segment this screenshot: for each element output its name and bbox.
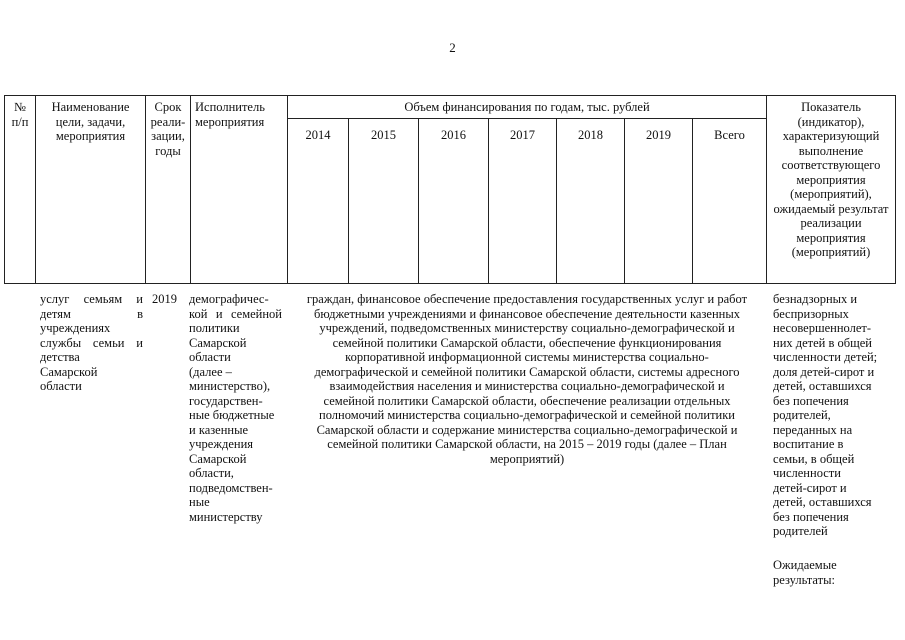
page-number: 2 [449,40,456,55]
col-border [348,118,349,283]
indicator-line: безнадзорных и [773,292,858,306]
row-expected [773,558,893,587]
col-border [418,118,419,283]
executor-line: демографичес- [189,292,269,306]
indicator-line: без попечения [773,393,849,408]
header-year: 2019 [646,128,671,142]
expected-line: результаты: [773,572,835,587]
indicator-line: детей-сирот и [773,480,847,495]
indicator-line: беспризорных [773,306,849,321]
funding-line: демографической и семейной политики Самарской области, системы адресного [314,364,740,379]
col-border [488,118,489,283]
funding-line: учреждений, подведомственных министерству социально-демографической и [319,321,735,335]
row-term: 2019 [152,292,177,306]
header-year: 2015 [371,128,396,142]
executor-line: ные бюджетные [189,408,275,422]
indicator-line: детей, оставшихся [773,379,872,393]
executor-line: Самарской [189,451,247,466]
row-funding [289,292,765,466]
funding-line: мероприятий) [489,451,565,466]
expected-line: Ожидаемые [773,558,837,572]
funding-line: семейной политики Самарской области, обеспечение реализации отдельных [323,393,731,408]
col-border [190,95,191,283]
col-border [766,95,767,283]
col-border [692,118,693,283]
col-border [624,118,625,283]
executor-line: учреждения [189,437,254,451]
executor-line: Самарской [189,335,247,350]
funding-line: бюджетными учреждениями и финансовое обеспечение деятельности казенных [314,306,740,321]
indicator-line: переданных на [773,422,853,437]
funding-line: полномочий министерства социально-демографической и семейной политики [319,408,735,422]
table-top-border [4,95,896,96]
indicator-line: численности детей; [773,350,878,364]
row-executor [189,292,282,524]
indicator-line: родителей [773,524,828,538]
header-term: Срок реали- зации, годы [150,100,186,158]
indicator-line: без попечения [773,509,849,524]
indicator-line: них детей в общей [773,335,872,350]
executor-line: (далее – [189,364,232,379]
header-indicator: Показатель (индикатор), характеризующий выполнение соответствующего мероприятия (мероприятий), ожидаемый результат реализации мероприятия (мероприятий) [773,100,889,259]
name-line: детства [40,350,80,364]
name-line: области [40,379,82,393]
executor-line: и казенные [189,422,249,437]
header-total: Всего [714,128,745,142]
executor-line: министерству [189,509,263,524]
col-border [287,95,288,283]
funding-line: взаимодействия населения и министерства социально-демографической и [329,379,725,393]
header-bottom-border [4,283,896,284]
executor-line: ные [189,495,210,509]
indicator-line: родителей, [773,408,831,422]
col-border [35,95,36,283]
header-year: 2016 [441,128,466,142]
indicator-line: численности [773,466,841,480]
funding-header-divider [287,118,766,119]
executor-line: министерство), [189,379,271,393]
funding-line: корпоративной информационной системы министерства социально- [345,350,709,364]
executor-line: кой и семейной [189,306,282,321]
indicator-line: несовершеннолет- [773,321,872,335]
header-num: № п/п [11,100,29,129]
indicator-line: детей, оставшихся [773,495,872,509]
name-line: службы семьи и [40,335,143,350]
header-executor: Исполнитель мероприятия [195,100,265,129]
program-table [4,95,896,640]
indicator-line: семьи, в общей [773,451,855,466]
executor-line: политики [189,321,240,335]
indicator-line: доля детей-сирот и [773,364,875,379]
indicator-line: воспитание в [773,437,844,451]
funding-line: семейной политики Самарской области, на 2015 – 2019 годы (далее – План [327,437,727,451]
executor-line: подведомствен- [189,480,273,495]
name-line: учреждениях [40,321,111,335]
name-line: услуг семьям и [40,292,143,306]
header-year: 2014 [305,128,331,142]
name-line: Самарской [40,364,98,379]
header-year: 2017 [510,128,535,142]
funding-line: граждан, финансовое обеспечение предоставления государственных услуг и работ [306,292,748,306]
executor-line: области, [189,466,234,480]
header-name: Наименование цели, задачи, мероприятия [51,100,130,143]
row-indicator [773,292,893,539]
col-border [895,95,896,283]
row-name [40,292,143,394]
funding-line: семейной политики Самарской области, обеспечение функционирования [332,335,722,350]
funding-line: Самарской области и содержание министерства социально-демографической и [316,422,738,437]
header-funding: Объем финансирования по годам, тыс. рублей [404,100,650,114]
executor-line: государствен- [189,393,263,408]
name-line: детям в [40,306,143,321]
header-year: 2018 [578,128,603,142]
col-border [556,118,557,283]
executor-line: области [189,350,231,364]
